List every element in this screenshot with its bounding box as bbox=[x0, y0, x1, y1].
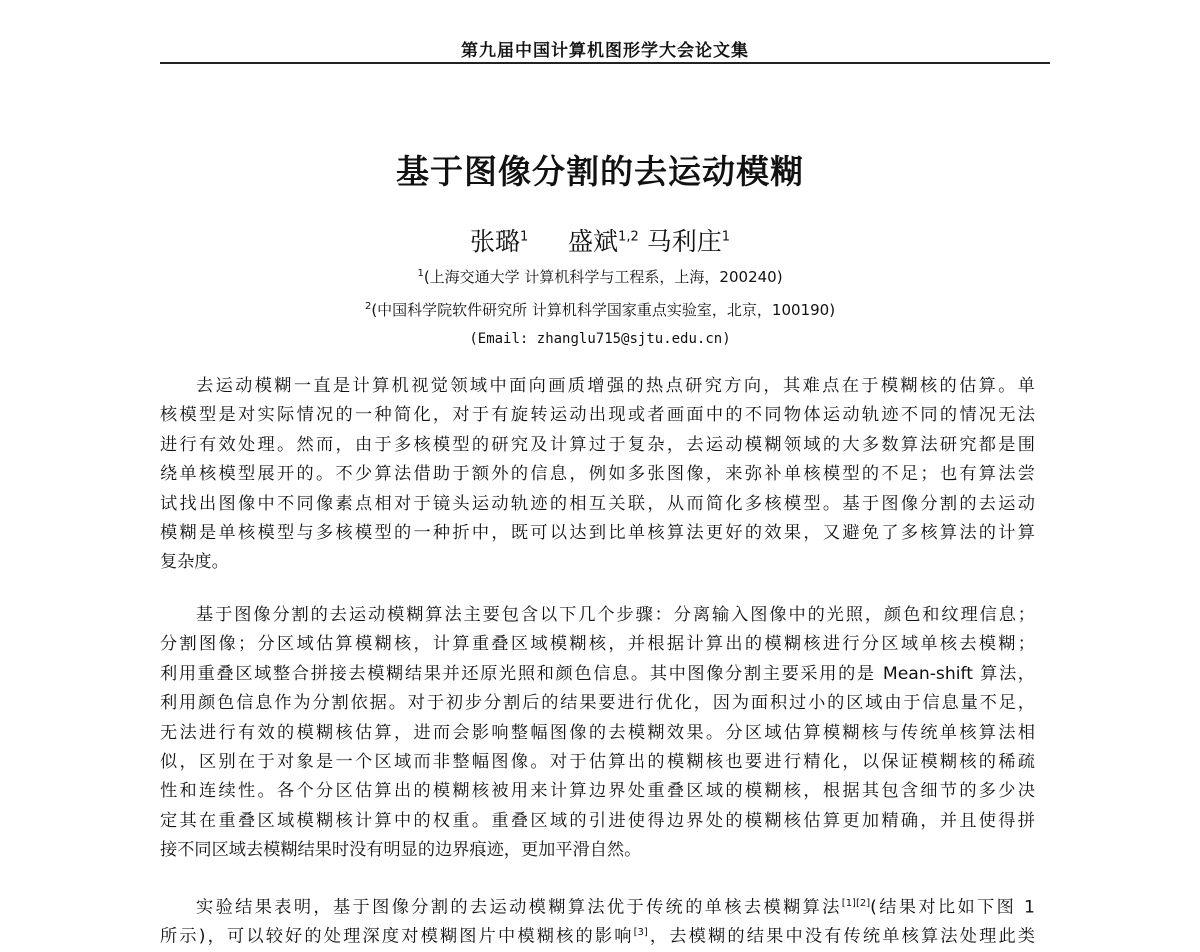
paragraph-line: 复杂度。 bbox=[160, 552, 229, 573]
paragraph-2 bbox=[160, 601, 1035, 866]
paragraph-1 bbox=[160, 372, 1035, 578]
paragraph-line: 去运动模糊一直是计算机视觉领域中面向画质增强的热点研究方向，其难点在于模糊核的估算。单 bbox=[196, 376, 1035, 396]
paragraph-line: 绕单核模型展开的。不少算法借助于额外的信息，例如多张图像，来弥补单核模型的不足；也有算法尝 bbox=[160, 464, 1035, 485]
affiliation-text: (上海交通大学 计算机科学与工程系，上海，200240) bbox=[423, 268, 783, 286]
affiliation-mark: 1 bbox=[417, 268, 424, 279]
affiliation-1 bbox=[160, 266, 1040, 287]
paragraph-line: 利用重叠区域整合拼接去模糊结果并还原光照和颜色信息。其中图像分割主要采用的是 Mean-shift 算法， bbox=[160, 663, 1035, 684]
author-list bbox=[160, 222, 1040, 258]
paragraph-line: 定其在重叠区域模糊核计算中的权重。重叠区域的引进使得边界处的模糊核估算更加精确，并且使得拼 bbox=[160, 810, 1035, 831]
header-rule bbox=[160, 62, 1050, 64]
affiliation-text: (中国科学院软件研究所 计算机科学国家重点实验室，北京，100190) bbox=[371, 301, 836, 319]
running-header: 第九届中国计算机图形学大会论文集 bbox=[461, 41, 749, 61]
paragraph-line: 基于图像分割的去运动模糊算法主要包含以下几个步骤：分离输入图像中的光照，颜色和纹理信息； bbox=[196, 605, 1035, 625]
paragraph-line: 模糊是单核模型与多核模型的一种折中，既可以达到比单核算法更好的效果，又避免了多核算法的计算 bbox=[160, 522, 1035, 543]
paragraph-3 bbox=[160, 889, 1035, 948]
paragraph-line: 接不同区域去模糊结果时没有明显的边界痕迹，更加平滑自然。 bbox=[160, 840, 642, 861]
paragraph-line bbox=[160, 889, 1035, 918]
text-span: 实验结果表明，基于图像分割的去运动模糊算法优于传统的单核去模糊算法 bbox=[196, 897, 842, 918]
paragraph-line: 进行有效处理。然而，由于多核模型的研究及计算过于复杂，去运动模糊领域的大多数算法研究都是围 bbox=[160, 434, 1035, 455]
paragraph-line: 试找出图像中不同像素点相对于镜头运动轨迹的相互关联，从而简化多核模型。基于图像分割的去运动 bbox=[160, 493, 1035, 514]
affiliation-2 bbox=[160, 299, 1040, 320]
author-email: (Email: zhanglu715@sjtu.edu.cn) bbox=[469, 331, 731, 347]
citation[interactable]: [3] bbox=[633, 927, 648, 939]
paragraph-line: 分割图像；分区域估算模糊核，计算重叠区域模糊核，并根据计算出的模糊核进行分区域单核去模糊； bbox=[160, 634, 1035, 655]
paragraph-line: 似，区别在于对象是一个区域而非整幅图像。对于估算出的模糊核也要进行精化，以保证模糊核的稀疏 bbox=[160, 751, 1035, 772]
paragraph-line: 性和连续性。各个分区估算出的模糊核被用来计算边界处重叠区域的模糊核，根据其包含细节的多少决 bbox=[160, 781, 1035, 802]
paragraph-line: 无法进行有效的模糊核估算，进而会影响整幅图像的去模糊效果。分区域估算模糊核与传统单核算法相 bbox=[160, 722, 1035, 743]
author-affiliation-mark: 1 bbox=[520, 229, 529, 245]
text-span: 所示)，可以较好的处理深度对模糊图片中模糊核的影响 bbox=[160, 927, 634, 948]
paragraph-line bbox=[160, 918, 1035, 947]
author-name: 张璐 bbox=[470, 227, 521, 256]
affiliation-mark: 2 bbox=[364, 301, 372, 312]
citation[interactable]: [1][2] bbox=[841, 898, 871, 909]
text-span: (结果对比如下图 1 bbox=[870, 897, 1035, 918]
author-name: 马利庄 bbox=[646, 227, 722, 256]
paper-title: 基于图像分割的去运动模糊 bbox=[396, 152, 804, 191]
text-span: ，去模糊的结果中没有传统单核算法处理此类 bbox=[647, 927, 1035, 948]
author-name: 盛斌 bbox=[568, 227, 619, 256]
author-affiliation-mark: 1,2 bbox=[618, 229, 639, 245]
author-affiliation-mark: 1 bbox=[721, 229, 730, 245]
paragraph-line: 利用颜色信息作为分割依据。对于初步分割后的结果要进行优化，因为面积过小的区域由于信息量不足， bbox=[160, 693, 1035, 714]
paragraph-line: 核模型是对实际情况的一种简化，对于有旋转运动出现或者画面中的不同物体运动轨迹不同的情况无法 bbox=[160, 405, 1035, 426]
